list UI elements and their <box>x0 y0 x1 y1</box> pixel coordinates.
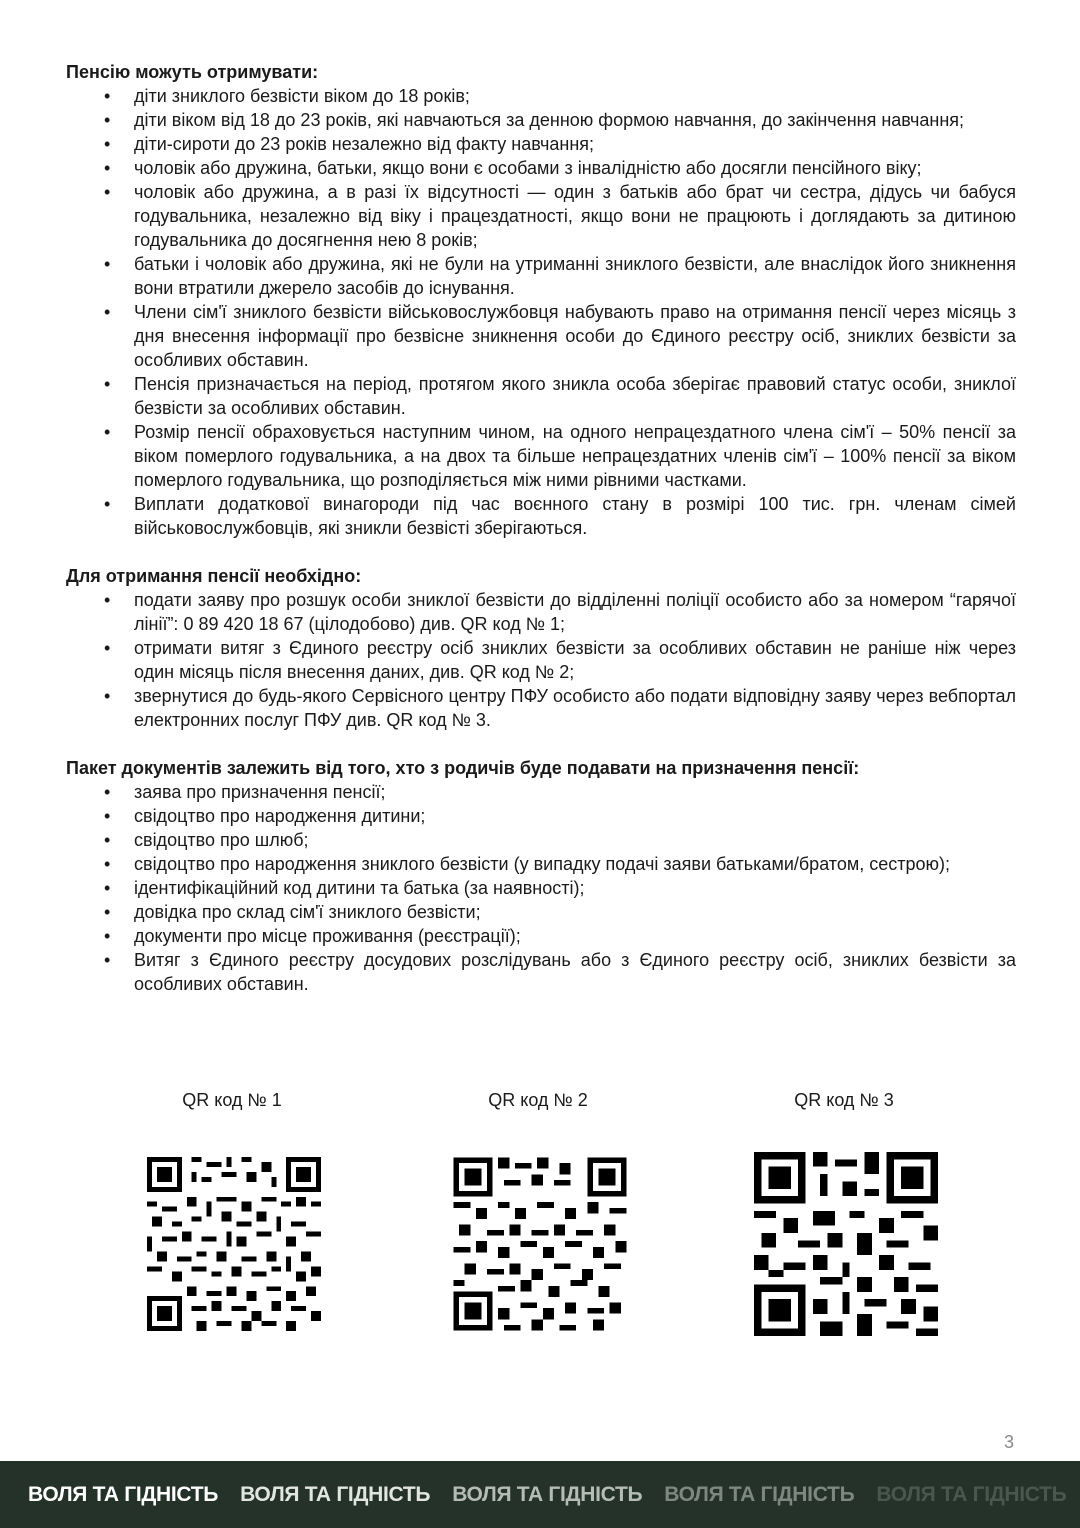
bullet-icon: • <box>104 110 111 130</box>
bullet-icon: • <box>104 878 111 898</box>
bullet-icon: • <box>104 134 111 154</box>
list-item: • Виплати додаткової винагороди під час воєнного стану в розмірі 100 тис. грн. членам сімей військовослужбовців, які зникли безвісті зберігаються. <box>104 494 1016 538</box>
list-item: • ідентифікаційний код дитини та батька (за наявності); <box>104 878 585 898</box>
footer-slogan: ВОЛЯ ТА ГІДНІСТЬ <box>452 1482 643 1506</box>
bullet-icon: • <box>104 422 111 442</box>
list-item: • свідоцтво про шлюб; <box>104 830 309 850</box>
footer-banner <box>0 1461 1080 1528</box>
list-item: • Члени сім'ї зниклого безвісти військовослужбовця набувають право на отримання пенсії через місяць з дня внесення інформації про безвісне зникнення особи до Єдиного реєстру осіб, зниклих безвісти за особливих обставин. <box>104 302 1016 370</box>
bullet-icon: • <box>104 254 111 274</box>
bullet-icon: • <box>104 590 111 610</box>
bullet-icon: • <box>104 182 111 202</box>
requirements-list <box>66 588 1016 732</box>
list-item: • довідка про склад сім'ї зниклого безвісти; <box>104 902 481 922</box>
list-item: • діти-сироти до 23 років незалежно від факту навчання; <box>104 134 595 154</box>
bullet-icon: • <box>104 926 111 946</box>
document-page <box>66 60 1016 1020</box>
documents-list <box>66 780 1016 996</box>
qr-label: QR код № 3 <box>794 1090 894 1110</box>
qr-label: QR код № 2 <box>488 1090 588 1110</box>
bullet-icon: • <box>104 686 111 706</box>
list-item: • чоловік або дружина, а в разі їх відсутності — один з батьків або брат чи сестра, дідусь чи бабуся годувальника, незалежно від віку і працездатності, якщо вони не працюють і доглядають за дитиною годувальника до досягнення нею 8 років; <box>104 182 1016 250</box>
bullet-icon: • <box>104 374 111 394</box>
qr-codes-row <box>0 1088 1080 1348</box>
documents-section <box>66 756 1016 996</box>
bullet-icon: • <box>104 638 111 658</box>
list-item: • подати заяву про розшук особи зниклої безвісти до відділенні поліції особисто або за номером “гарячої лінії”: 0 89 420 18 67 (цілодобово) див. QR код № 1; <box>104 590 1016 634</box>
list-item: • заява про призначення пенсії; <box>104 782 386 802</box>
list-item: • Пенсія призначається на період, протягом якого зникла особа зберігає правовий статус особи, зниклої безвісти за особливих обставин. <box>104 374 1016 418</box>
list-item: • звернутися до будь-якого Сервісного центру ПФУ особисто або подати відповідну заяву через вебпортал електронних послуг ПФУ див. QR код № 3. <box>104 686 1016 730</box>
qr-code-icon <box>142 1152 326 1336</box>
bullet-icon: • <box>104 806 111 826</box>
qr-label: QR код № 1 <box>182 1090 282 1110</box>
qr-code-icon <box>448 1152 632 1336</box>
qr-code-1[interactable] <box>122 1088 342 1112</box>
list-item: • батьки і чоловік або дружина, які не були на утриманні зниклого безвісти, але внаслідок його зникнення вони втратили джерело засобів до існування. <box>104 254 1016 298</box>
bullet-icon: • <box>104 302 111 322</box>
footer-slogan: ВОЛЯ ТА ГІДНІСТЬ <box>240 1482 431 1506</box>
list-item: • чоловік або дружина, батьки, якщо вони є особами з інвалідністю або досягли пенсійного віку; <box>104 158 922 178</box>
qr-code-3[interactable] <box>734 1088 954 1112</box>
bullet-icon: • <box>104 830 111 850</box>
bullet-icon: • <box>104 158 111 178</box>
eligible-list <box>66 84 1016 540</box>
bullet-icon: • <box>104 494 111 514</box>
bullet-icon: • <box>104 86 111 106</box>
footer-slogan: ВОЛЯ ТА ГІДНІСТЬ <box>876 1482 1067 1506</box>
list-item: • діти зниклого безвісти віком до 18 років; <box>104 86 470 106</box>
list-item: • свідоцтво про народження дитини; <box>104 806 426 826</box>
footer-slogan: ВОЛЯ ТА ГІДНІСТЬ <box>28 1482 219 1506</box>
list-item: • Витяг з Єдиного реєстру досудових розслідувань або з Єдиного реєстру осіб, зниклих безвісти за особливих обставин. <box>104 950 1016 994</box>
list-item: • отримати витяг з Єдиного реєстру осіб зниклих безвісти за особливих обставин не раніше ніж через один місяць після внесення даних, див. QR код № 2; <box>104 638 1016 682</box>
section-heading: Пенсію можуть отримувати: <box>66 62 319 82</box>
page-number: 3 <box>1003 1432 1014 1452</box>
footer-slogan: ВОЛЯ ТА ГІДНІСТЬ <box>664 1482 855 1506</box>
list-item: • свідоцтво про народження зниклого безвісти (у випадку подачі заяви батьками/братом, сестрою); <box>104 854 951 874</box>
list-item: • документи про місце проживання (реєстрації); <box>104 926 521 946</box>
requirements-section <box>66 564 1016 732</box>
section-heading: Для отримання пенсії необхідно: <box>66 566 362 586</box>
bullet-icon: • <box>104 902 111 922</box>
list-item: • діти віком від 18 до 23 років, які навчаються за денною формою навчання, до закінчення навчання; <box>104 110 965 130</box>
eligible-recipients-section <box>66 60 1016 540</box>
bullet-icon: • <box>104 782 111 802</box>
bullet-icon: • <box>104 854 111 874</box>
list-item: • Розмір пенсії обраховується наступним чином, на одного непрацездатного члена сім'ї – 50% пенсії за віком померлого годувальника, а на двох та більше непрацездатних членів сім'ї – 100% пенсії за віком померлого годувальника, що розподіляється між ними рівними частками. <box>104 422 1016 490</box>
qr-code-icon <box>754 1152 938 1336</box>
bullet-icon: • <box>104 950 111 970</box>
section-heading: Пакет документів залежить від того, хто з родичів буде подавати на призначення пенсії: <box>66 758 860 778</box>
qr-code-2[interactable] <box>428 1088 648 1112</box>
